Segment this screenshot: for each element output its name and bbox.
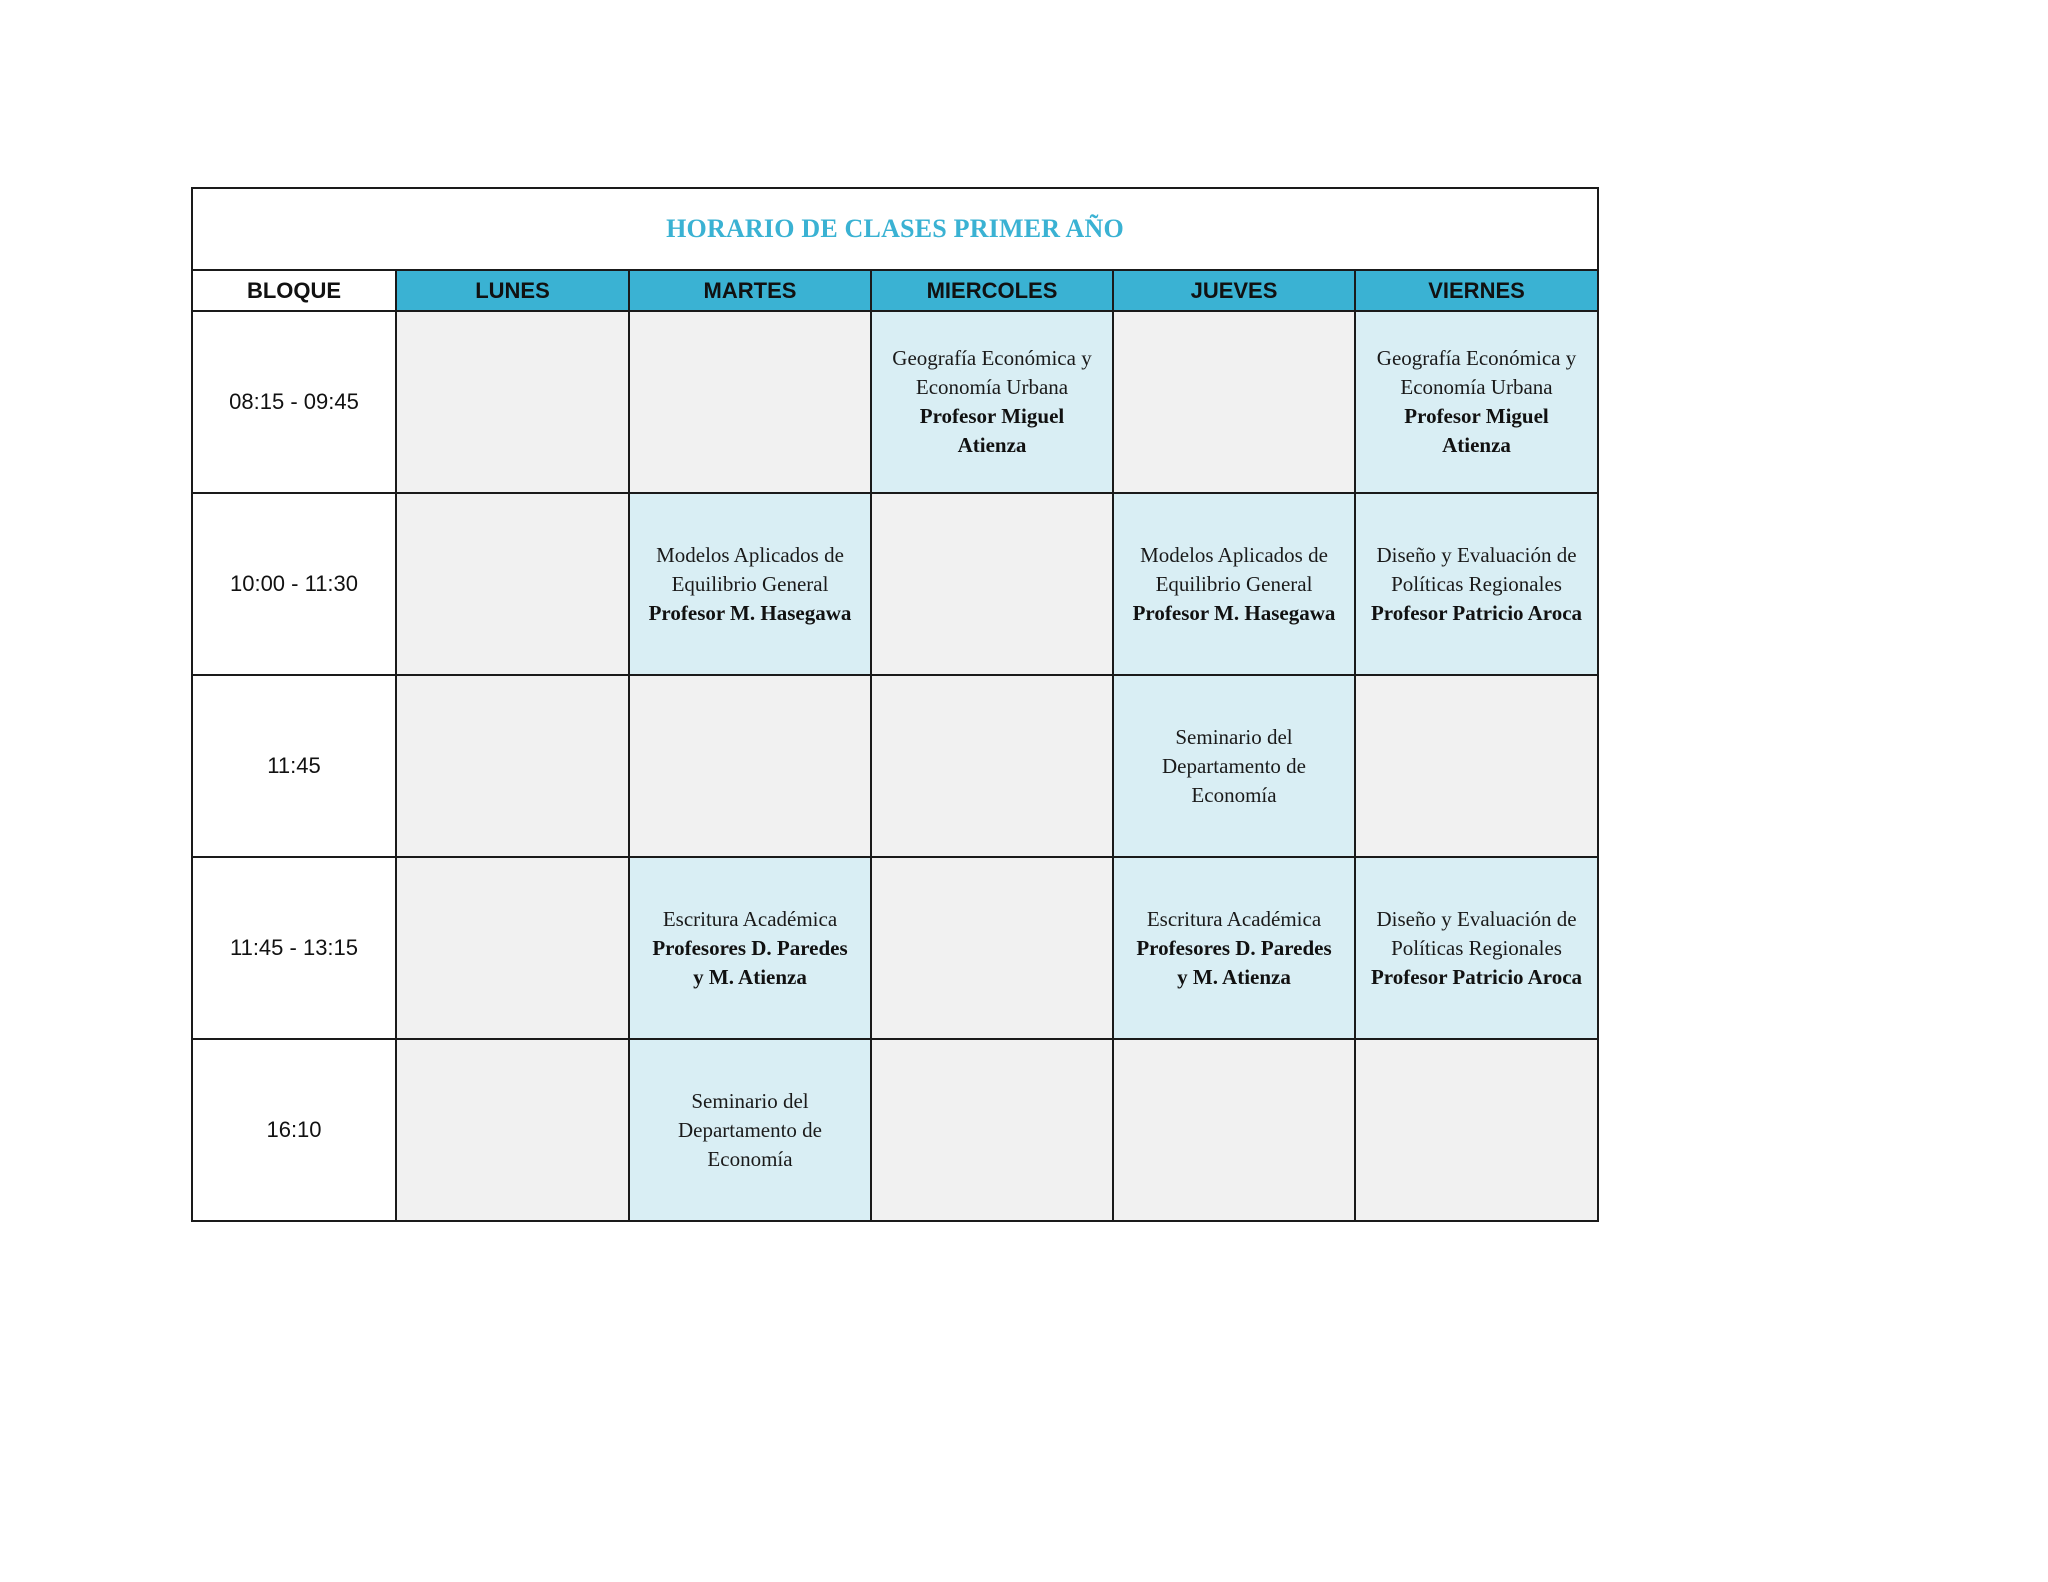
teacher-name: Profesor Patricio Aroca xyxy=(1370,600,1583,625)
course-name: Seminario del Departamento de Economía xyxy=(677,1088,823,1171)
header-day-viernes: VIERNES xyxy=(1355,270,1598,311)
course-name: Seminario del Departamento de Economía xyxy=(1161,724,1307,807)
slot-viernes-class xyxy=(1355,311,1598,493)
teacher-name: Profesor Miguel Atienza xyxy=(919,404,1065,457)
schedule-row xyxy=(192,311,1598,493)
slot-viernes-empty xyxy=(1355,675,1598,857)
teacher-name: Profesores D. Paredes y M. Atienza xyxy=(1136,935,1332,989)
slot-lunes-empty xyxy=(396,493,629,675)
schedule-body xyxy=(192,311,1598,1221)
schedule-row xyxy=(192,493,1598,675)
time-block: 11:45 xyxy=(192,675,396,857)
course-name: Diseño y Evaluación de Políticas Regionales xyxy=(1376,906,1577,960)
slot-viernes-class xyxy=(1355,857,1598,1039)
schedule-title: HORARIO DE CLASES PRIMER AÑO xyxy=(192,188,1598,270)
header-row xyxy=(192,270,1598,311)
header-day-jueves: JUEVES xyxy=(1113,270,1355,311)
schedule-row xyxy=(192,675,1598,857)
header-bloque: BLOQUE xyxy=(192,270,396,311)
slot-martes-empty xyxy=(629,311,871,493)
slot-martes-class xyxy=(629,493,871,675)
teacher-name: Profesor M. Hasegawa xyxy=(1132,600,1336,625)
slot-miercoles-empty xyxy=(871,675,1113,857)
time-block: 08:15 - 09:45 xyxy=(192,311,396,493)
slot-martes-empty xyxy=(629,675,871,857)
time-block: 11:45 - 13:15 xyxy=(192,857,396,1039)
slot-miercoles-class xyxy=(871,311,1113,493)
slot-lunes-empty xyxy=(396,857,629,1039)
time-block: 16:10 xyxy=(192,1039,396,1221)
course-name: Geografía Económica y Economía Urbana xyxy=(1376,346,1577,399)
schedule-row xyxy=(192,1039,1598,1221)
course-name: Modelos Aplicados de Equilibrio General xyxy=(656,542,844,596)
teacher-name: Profesor Patricio Aroca xyxy=(1370,964,1583,989)
course-name: Geografía Económica y Economía Urbana xyxy=(892,346,1092,399)
slot-miercoles-empty xyxy=(871,493,1113,675)
time-block: 10:00 - 11:30 xyxy=(192,493,396,675)
slot-miercoles-empty xyxy=(871,1039,1113,1221)
course-name: Escritura Académica xyxy=(1146,906,1322,931)
slot-jueves-class xyxy=(1113,493,1355,675)
slot-viernes-class xyxy=(1355,493,1598,675)
slot-jueves-class xyxy=(1113,675,1355,857)
slot-jueves-empty xyxy=(1113,1039,1355,1221)
slot-jueves-empty xyxy=(1113,311,1355,493)
course-name: Modelos Aplicados de Equilibrio General xyxy=(1140,542,1328,596)
slot-lunes-empty xyxy=(396,1039,629,1221)
course-name: Diseño y Evaluación de Políticas Regionales xyxy=(1376,542,1577,596)
schedule-row xyxy=(192,857,1598,1039)
header-day-lunes: LUNES xyxy=(396,270,629,311)
teacher-name: Profesores D. Paredes y M. Atienza xyxy=(652,935,848,989)
teacher-name: Profesor Miguel Atienza xyxy=(1404,404,1549,457)
slot-viernes-empty xyxy=(1355,1039,1598,1221)
header-day-miercoles: MIERCOLES xyxy=(871,270,1113,311)
header-day-martes: MARTES xyxy=(629,270,871,311)
title-row xyxy=(192,188,1598,270)
slot-lunes-empty xyxy=(396,311,629,493)
slot-jueves-class xyxy=(1113,857,1355,1039)
slot-martes-class xyxy=(629,1039,871,1221)
teacher-name: Profesor M. Hasegawa xyxy=(648,600,852,625)
slot-martes-class xyxy=(629,857,871,1039)
slot-lunes-empty xyxy=(396,675,629,857)
slot-miercoles-empty xyxy=(871,857,1113,1039)
schedule-table xyxy=(191,187,1599,1222)
course-name: Escritura Académica xyxy=(662,906,838,931)
